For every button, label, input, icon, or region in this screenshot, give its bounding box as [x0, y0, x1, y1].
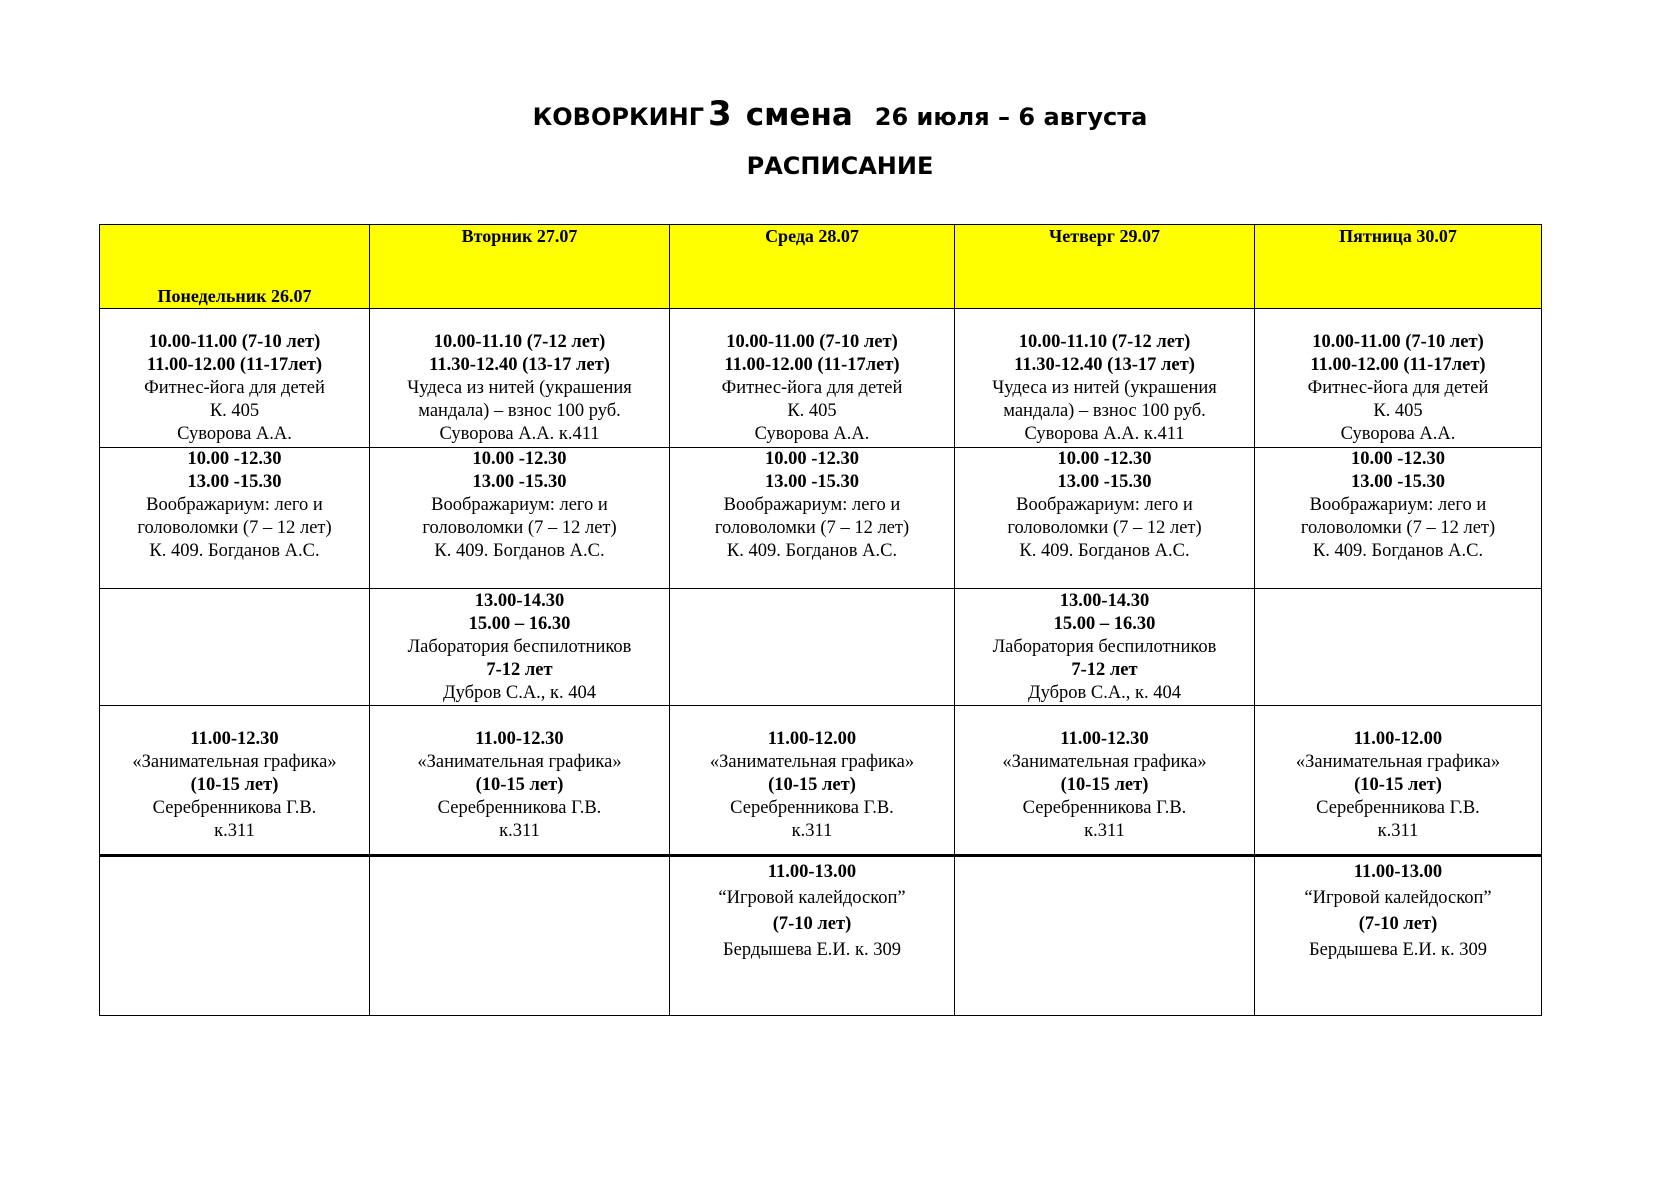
- cell-line-bold: 11.00-13.00: [767, 862, 857, 882]
- cell-line-bold: 11.00-12.30: [475, 729, 564, 749]
- cell-line: Лаборатория беспилотников: [992, 637, 1217, 657]
- schedule-cell-wednesday: [670, 856, 955, 1016]
- cell-line-bold: 7-12 лет: [1071, 660, 1138, 680]
- cell-line-bold: 13.00 -15.30: [1350, 472, 1446, 492]
- cell-line: Воображариум: лего и: [1016, 495, 1193, 515]
- schedule-cell-tuesday: [370, 309, 670, 448]
- cell-line-bold: 10.00 -12.30: [187, 449, 282, 469]
- day-header-friday: Пятница 30.07: [1255, 225, 1542, 309]
- cell-line: Серебренникова Г.В.: [1316, 798, 1480, 818]
- title-shift-number: 3: [708, 94, 732, 134]
- cell-line: Фитнес-йога для детей: [144, 378, 325, 398]
- cell-line: Серебренникова Г.В.: [437, 798, 602, 818]
- cell-line-bold: 10.00 -12.30: [1057, 449, 1152, 469]
- schedule-cell-monday: [100, 309, 370, 448]
- schedule-cell-tuesday: [370, 706, 670, 856]
- cell-line: Воображариум: лего и: [723, 495, 901, 515]
- schedule-cell-friday: [1255, 448, 1542, 589]
- cell-line-bold: 11.00-12.00: [1353, 729, 1443, 749]
- cell-line: К. 409. Богданов А.С.: [726, 541, 898, 561]
- cell-line: Воображариум: лего и: [146, 495, 323, 515]
- cell-line: Бердышева Е.И. к. 309: [723, 940, 901, 960]
- cell-line: К. 405: [209, 401, 260, 421]
- cell-line-bold: (10-15 лет): [475, 775, 564, 795]
- schedule-cell-thursday: [955, 706, 1255, 856]
- cell-line: к.311: [1377, 821, 1419, 841]
- cell-line-bold: 15.00 – 16.30: [468, 614, 571, 634]
- cell-line: Суворова А.А.: [754, 424, 870, 444]
- schedule-cell-monday: [100, 589, 370, 706]
- table-row: [100, 589, 1542, 706]
- cell-line: головоломки (7 – 12 лет): [137, 518, 332, 538]
- cell-line-bold: (10-15 лет): [1060, 775, 1149, 795]
- cell-line-bold: (10-15 лет): [768, 775, 856, 795]
- cell-line: головоломки (7 – 12 лет): [1300, 518, 1496, 538]
- schedule-cell-monday: [100, 856, 370, 1016]
- cell-line: «Занимательная графика»: [709, 752, 915, 772]
- cell-line: Дубров С.А., к. 404: [442, 683, 597, 703]
- cell-line-bold: 11.00-12.00 (11-17лет): [724, 355, 900, 375]
- title-dates: 26 июля – 6 августа: [874, 103, 1148, 131]
- cell-line-bold: 11.00-12.30: [190, 729, 279, 749]
- table-row: [100, 448, 1542, 589]
- title-prefix: КОВОРКИНГ: [532, 103, 705, 131]
- cell-line: Серебренникова Г.В.: [730, 798, 894, 818]
- cell-line-bold: 11.30-12.40 (13-17 лет): [429, 355, 610, 375]
- cell-line: к.311: [1084, 821, 1125, 841]
- cell-line: Воображариум: лего и: [431, 495, 608, 515]
- table-row: [100, 706, 1542, 856]
- cell-line: К. 409. Богданов А.С.: [1312, 541, 1484, 561]
- cell-line: Серебренникова Г.В.: [1022, 798, 1187, 818]
- cell-line: «Занимательная графика»: [132, 752, 337, 772]
- schedule-cell-thursday: [955, 589, 1255, 706]
- cell-line: головоломки (7 – 12 лет): [1007, 518, 1202, 538]
- cell-line: мандала) – взнос 100 руб.: [1003, 401, 1206, 421]
- schedule-cell-friday: [1255, 856, 1542, 1016]
- cell-line: Суворова А.А. к.411: [1024, 424, 1185, 444]
- day-header-wednesday: Среда 28.07: [670, 225, 955, 309]
- cell-line-bold: 11.00-12.30: [1060, 729, 1149, 749]
- cell-line: головоломки (7 – 12 лет): [422, 518, 617, 538]
- cell-line-bold: 13.00-14.30: [1059, 591, 1150, 611]
- cell-line-bold: 10.00-11.00 (7-10 лет): [148, 332, 321, 352]
- header-row: [100, 225, 1542, 309]
- cell-line: Серебренникова Г.В.: [152, 798, 317, 818]
- cell-line-bold: (10-15 лет): [1354, 775, 1442, 795]
- cell-line: к.311: [214, 821, 255, 841]
- schedule-cell-tuesday: [370, 448, 670, 589]
- schedule-cell-wednesday: [670, 706, 955, 856]
- cell-line-bold: 11.00-13.00: [1353, 862, 1443, 882]
- cell-line: К. 409. Богданов А.С.: [1019, 541, 1190, 561]
- cell-line-bold: 11.30-12.40 (13-17 лет): [1014, 355, 1195, 375]
- title-shift-word: смена: [745, 97, 853, 133]
- schedule-cell-monday: [100, 448, 370, 589]
- schedule-cell-thursday: [955, 309, 1255, 448]
- cell-line-bold: 11.00-12.00 (11-17лет): [1310, 355, 1486, 375]
- cell-line-bold: 10.00-11.00 (7-10 лет): [726, 332, 898, 352]
- schedule-cell-wednesday: [670, 448, 955, 589]
- cell-line-bold: 13.00 -15.30: [1057, 472, 1152, 492]
- schedule-cell-friday: [1255, 589, 1542, 706]
- schedule-cell-thursday: [955, 856, 1255, 1016]
- schedule-cell-wednesday: [670, 309, 955, 448]
- cell-line: К. 409. Богданов А.С.: [434, 541, 605, 561]
- cell-line: к.311: [499, 821, 540, 841]
- cell-line: к.311: [791, 821, 833, 841]
- cell-line-bold: 13.00-14.30: [474, 591, 565, 611]
- schedule-cell-friday: [1255, 706, 1542, 856]
- cell-line: “Игровой калейдоскоп”: [718, 888, 906, 908]
- cell-line: Фитнес-йога для детей: [721, 378, 903, 398]
- schedule-cell-tuesday: [370, 856, 670, 1016]
- day-header-tuesday: Вторник 27.07: [370, 225, 670, 309]
- document-title: [0, 94, 1680, 134]
- cell-line-bold: (7-10 лет): [1358, 914, 1438, 934]
- cell-line: Дубров С.А., к. 404: [1027, 683, 1182, 703]
- cell-line: головоломки (7 – 12 лет): [714, 518, 910, 538]
- cell-line: Воображариум: лего и: [1309, 495, 1487, 515]
- cell-line: К. 409. Богданов А.С.: [149, 541, 320, 561]
- cell-line: Бердышева Е.И. к. 309: [1309, 940, 1487, 960]
- cell-line: Суворова А.А. к.411: [439, 424, 600, 444]
- cell-line-bold: 10.00 -12.30: [472, 449, 567, 469]
- cell-line-bold: 10.00-11.10 (7-12 лет): [433, 332, 606, 352]
- cell-line-bold: 13.00 -15.30: [187, 472, 282, 492]
- cell-line-bold: 11.00-12.00: [767, 729, 857, 749]
- cell-line: Суворова А.А.: [1340, 424, 1456, 444]
- cell-line: «Занимательная графика»: [1002, 752, 1207, 772]
- cell-line-bold: 10.00-11.00 (7-10 лет): [1312, 332, 1484, 352]
- schedule-cell-monday: [100, 706, 370, 856]
- cell-line-bold: 10.00 -12.30: [1350, 449, 1446, 469]
- schedule-cell-friday: [1255, 309, 1542, 448]
- schedule-cell-tuesday: [370, 589, 670, 706]
- schedule-cell-thursday: [955, 448, 1255, 589]
- schedule-table: [99, 224, 1542, 1016]
- cell-line: мандала) – взнос 100 руб.: [418, 401, 621, 421]
- cell-line: Чудеса из нитей (украшения: [992, 378, 1217, 398]
- cell-line: «Занимательная графика»: [1295, 752, 1501, 772]
- cell-line-bold: 10.00 -12.30: [764, 449, 860, 469]
- cell-line: “Игровой калейдоскоп”: [1304, 888, 1492, 908]
- cell-line-bold: 10.00-11.10 (7-12 лет): [1018, 332, 1191, 352]
- cell-line-bold: 11.00-12.00 (11-17лет): [146, 355, 323, 375]
- cell-line-bold: (10-15 лет): [190, 775, 279, 795]
- document-subtitle: РАСПИСАНИЕ: [746, 152, 934, 180]
- cell-line: К. 405: [1373, 401, 1423, 421]
- table-row: [100, 856, 1542, 1016]
- day-header-thursday: Четверг 29.07: [955, 225, 1255, 309]
- cell-line: Суворова А.А.: [177, 424, 292, 444]
- cell-line-bold: (7-10 лет): [772, 914, 852, 934]
- cell-line-bold: 7-12 лет: [486, 660, 553, 680]
- table-row: [100, 309, 1542, 448]
- cell-line-bold: 15.00 – 16.30: [1053, 614, 1156, 634]
- cell-line-bold: 13.00 -15.30: [472, 472, 567, 492]
- schedule-cell-wednesday: [670, 589, 955, 706]
- cell-line-bold: 13.00 -15.30: [764, 472, 860, 492]
- cell-line: Фитнес-йога для детей: [1307, 378, 1489, 398]
- day-header-monday: Понедельник 26.07: [100, 225, 370, 309]
- cell-line: «Занимательная графика»: [417, 752, 622, 772]
- cell-line: Чудеса из нитей (украшения: [407, 378, 632, 398]
- cell-line: К. 405: [787, 401, 837, 421]
- cell-line: Лаборатория беспилотников: [407, 637, 632, 657]
